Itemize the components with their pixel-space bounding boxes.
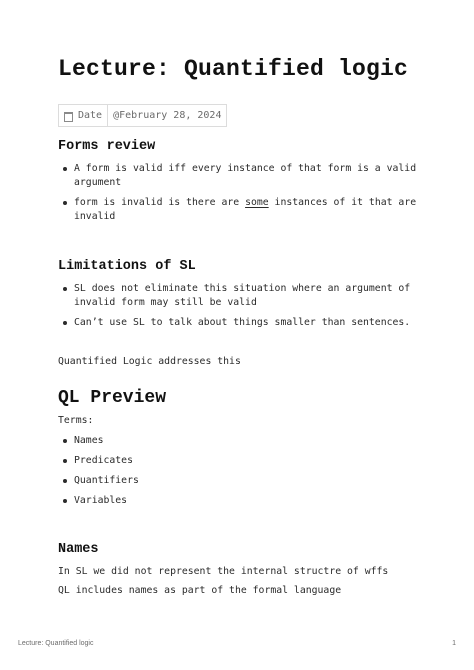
date-value[interactable]: @February 28, 2024: [113, 110, 222, 121]
heading-ql-preview: QL Preview: [58, 388, 167, 408]
heading-names: Names: [58, 542, 99, 557]
page-footer: [18, 640, 456, 652]
calendar-icon: [64, 112, 73, 122]
property-row-date: [58, 104, 227, 127]
page-number: 1: [452, 640, 456, 647]
page-title: Lecture: Quantified logic: [58, 56, 409, 82]
date-value-cell[interactable]: [107, 105, 226, 126]
list-item: SL does not eliminate this situation where an argument of invalid form may still be valid: [58, 282, 418, 310]
list-item: Predicates: [58, 454, 418, 468]
list-item: Variables: [58, 494, 418, 508]
limitations-list: [58, 282, 418, 330]
list-item: Can’t use SL to talk about things smaller than sentences.: [58, 316, 418, 330]
terms-list: [58, 434, 418, 508]
ql-addresses-text: Quantified Logic addresses this: [58, 356, 241, 367]
list-item: Quantifiers: [58, 474, 418, 488]
terms-label: Terms:: [58, 415, 94, 426]
names-paragraph-1: In SL we did not represent the internal structre of wffs: [58, 566, 389, 577]
heading-limitations: Limitations of SL: [58, 259, 196, 274]
list-item: A form is valid iff every instance of that form is a valid argument: [58, 162, 418, 190]
list-item: form is invalid is there are some instances of it that are invalid: [58, 196, 418, 224]
date-label: Date: [78, 110, 103, 121]
names-paragraph-2: QL includes names as part of the formal language: [58, 585, 342, 596]
heading-forms-review: Forms review: [58, 139, 156, 154]
underlined-text: some: [245, 197, 269, 208]
footer-title: Lecture: Quantified logic: [18, 640, 94, 647]
list-item: Names: [58, 434, 418, 448]
date-label-cell: [59, 105, 107, 126]
forms-review-list: [58, 162, 418, 224]
